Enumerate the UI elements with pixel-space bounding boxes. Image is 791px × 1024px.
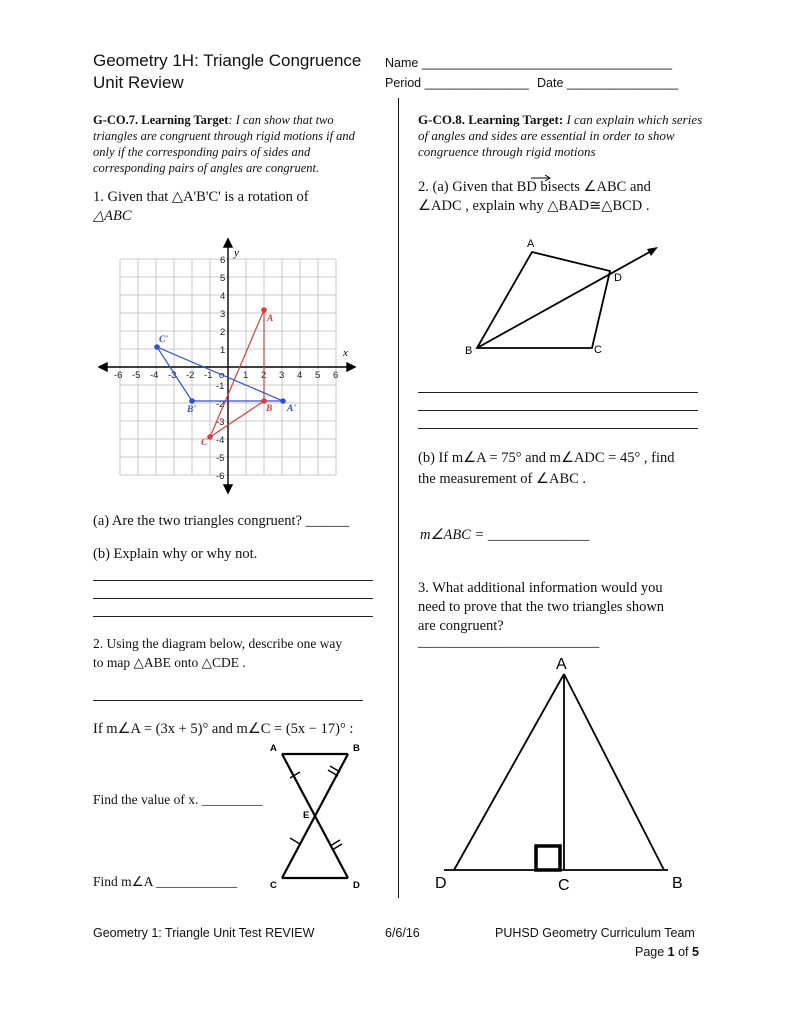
q1b-text: (b) Explain why or why not.	[93, 546, 258, 562]
footer-date: 6/6/16	[385, 926, 420, 940]
answer-line-3[interactable]	[93, 616, 373, 617]
title-line-2: Unit Review	[93, 73, 184, 92]
q3-line-3: are congruent?	[418, 618, 504, 634]
kite-label-a: A	[527, 238, 535, 250]
x-tick-label: 2	[261, 370, 267, 381]
q2b-line-1: (b) If m∠A = 75° and m∠ADC = 45° , find	[418, 450, 675, 466]
y-tick-label: 3	[220, 309, 226, 320]
target-text-right: I can explain which series of angles and sides are essential in order to show congruence through rigid motions	[418, 112, 703, 159]
question-1	[93, 188, 309, 226]
x-axis-label: x	[343, 347, 348, 359]
target-label-right: Learning Target:	[468, 112, 564, 127]
y-tick-label: -2	[216, 399, 225, 410]
q1a-text: (a) Are the two triangles congruent? ______	[93, 513, 350, 529]
q1-line-1: 1. Given that △A'B'C' is a rotation of	[93, 189, 309, 205]
q2a-line-2: ∠ADC , explain why △BAD≅△BCD .	[418, 198, 650, 214]
q3-line-1: 3. What additional information would you	[418, 580, 663, 596]
y-tick-label: -3	[216, 417, 225, 428]
answer-line-2[interactable]	[93, 598, 373, 599]
q2-line-1: 2. Using the diagram below, describe one way	[93, 636, 343, 651]
answer-line-r2[interactable]	[418, 410, 698, 411]
learning-target-left	[93, 112, 378, 176]
title-line-1: Geometry 1H: Triangle Congruence	[93, 51, 362, 70]
rotation-graph	[95, 235, 365, 497]
angle-expressions: If m∠A = (3x + 5)° and m∠C = (5x − 17)° :	[93, 721, 354, 737]
q2a-line-1: 2. (a) Given that BD bisects ∠ABC and	[418, 179, 651, 195]
point-a1-label: A'	[287, 404, 296, 414]
point-a-label: A	[267, 314, 274, 324]
y-tick-label: 4	[220, 291, 226, 302]
x-tick-label: 4	[297, 370, 303, 381]
find-m-a: Find m∠A ____________	[93, 874, 238, 889]
point-b-label: B	[266, 404, 273, 414]
period-field[interactable]: Period _______________	[385, 76, 529, 90]
page-prefix: Page	[635, 945, 668, 959]
question-2-left	[93, 634, 342, 672]
kite-label-d: D	[614, 272, 622, 284]
target-code-right: G-CO.8.	[418, 112, 465, 127]
x-tick-label: -3	[168, 370, 177, 381]
x-tick-label: -4	[150, 370, 159, 381]
answer-line-4[interactable]	[93, 700, 363, 701]
x-tick-label: o	[219, 370, 225, 381]
x-tick-label: 6	[333, 370, 339, 381]
question-2a	[418, 178, 651, 216]
x-tick-label: 5	[315, 370, 321, 381]
page-number: 1	[667, 945, 675, 959]
kite-label-b: B	[465, 345, 473, 357]
y-axis-label: y	[234, 247, 239, 259]
bowtie-label-c: C	[270, 880, 277, 891]
point-b1-label: B'	[187, 405, 196, 415]
y-tick-label: 2	[220, 327, 226, 338]
tri-label-d: D	[435, 875, 447, 892]
ray-arrow-icon	[530, 174, 552, 182]
question-2b	[418, 449, 675, 489]
q2-line-2: to map △ABE onto △CDE .	[93, 655, 246, 670]
x-tick-label: -1	[204, 370, 213, 381]
bowtie-label-b: B	[353, 743, 360, 754]
y-tick-label: -4	[216, 435, 225, 446]
find-x: Find the value of x. _________	[93, 792, 263, 807]
question-3	[418, 579, 664, 636]
kite-diagram	[455, 235, 665, 360]
y-tick-label: 6	[220, 255, 226, 266]
x-tick-label: 3	[279, 370, 285, 381]
y-tick-label: -1	[216, 381, 225, 392]
tri-label-b: B	[672, 875, 683, 892]
point-c1-label: C'	[159, 335, 168, 345]
name-field[interactable]: Name ____________________________________	[385, 56, 673, 70]
tri-label-a: A	[556, 656, 567, 673]
target-code: G-CO.7.	[93, 113, 139, 127]
x-tick-label: -6	[114, 370, 123, 381]
answer-line-1[interactable]	[93, 580, 373, 581]
y-tick-label: -5	[216, 453, 225, 464]
x-tick-label: -5	[132, 370, 141, 381]
date-field[interactable]: Date ________________	[537, 76, 679, 90]
target-text: : I can show that two triangles are congruent through rigid motions if and only if the corresponding pairs of sides and corresponding pairs of angles are congruent.	[93, 113, 355, 175]
bowtie-diagram	[260, 740, 370, 892]
right-angle-marker	[536, 846, 560, 870]
q3-answer-blank[interactable]: _________________________	[418, 634, 600, 650]
footer-page	[635, 945, 699, 959]
bowtie-label-d: D	[353, 880, 360, 891]
m-abc-answer[interactable]: m∠ABC = ______________	[420, 527, 590, 543]
answer-line-r1[interactable]	[418, 392, 698, 393]
bowtie-label-e: E	[303, 810, 310, 821]
q3-line-2: need to prove that the two triangles shown	[418, 599, 665, 615]
page-title	[93, 50, 361, 94]
q1-line-2: △ABC	[93, 208, 132, 224]
column-divider	[398, 98, 399, 898]
y-tick-label: 1	[220, 345, 226, 356]
kite-label-c: C	[594, 344, 602, 356]
x-tick-label: 1	[243, 370, 249, 381]
learning-target-right	[418, 112, 703, 160]
x-tick-label: -2	[186, 370, 195, 381]
altitude-triangle-diagram	[430, 652, 700, 897]
footer-team: PUHSD Geometry Curriculum Team	[495, 926, 695, 940]
answer-line-r3[interactable]	[418, 428, 698, 429]
page-total: 5	[692, 945, 699, 959]
y-tick-label: -6	[216, 471, 225, 482]
point-c-label: C	[201, 438, 208, 448]
page-of: of	[674, 945, 692, 959]
bowtie-label-a: A	[270, 743, 277, 754]
y-tick-label: 5	[220, 273, 226, 284]
target-label: Learning Target	[141, 113, 229, 127]
footer-course: Geometry 1: Triangle Unit Test REVIEW	[93, 926, 315, 940]
q2b-line-2: the measurement of ∠ABC .	[418, 471, 587, 487]
tri-label-c: C	[558, 877, 570, 894]
